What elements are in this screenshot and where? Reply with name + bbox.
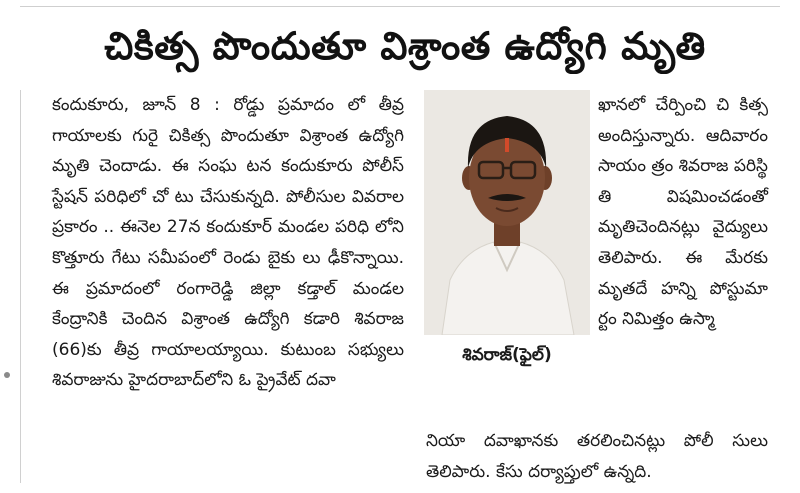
margin-dot xyxy=(4,372,10,378)
top-divider xyxy=(20,0,780,7)
body-text-right: ఖానలో చేర్పించి చి కిత్స అందిస్తున్నారు. ఆదివారం సాయం త్రం శివరాజ పరిస్థి తి విషమించడంతో మృతిచెందినట్లు వైద్యులు తెలిపారు. ఈ మేరకు మృతదే హన్ని పోస్టుమా ర్టం నిమిత్తం ఉస్మా xyxy=(598,95,768,330)
body-text-bottom: నియా దవాఖానకు తరలించినట్లు పోలీ సులు తెలిపారు. కేసు దర్యాప్తులో ఉన్నది. xyxy=(426,431,768,482)
article-body-left-column xyxy=(52,90,404,396)
article-body-bottom xyxy=(426,426,768,487)
article-body-right-column xyxy=(598,90,768,335)
article-headline: చికిత్స పొందుతూ విశ్రాంత ఉద్యోగి మృతి xyxy=(104,24,706,68)
body-text-left: కందుకూరు, జూన్ 8 : రోడ్డు ప్రమాదం లో తీవ్ర గాయాలకు గురై చికిత్స పొందుతూ విశ్రాంత ఉద్యోగి మృతి చెందాడు. ఈ సంఘ టన కందుకూరు పోలీస్ స్టేషన్ పరిధిలో చో టు చేసుకున్నది. పోలీసుల వివరాల ప్రకారం .. ఈనెల 27న కందుకూర్ మండల పరిధి లోని కొత్తూరు గేటు సమీపంలో రెండు బైకు లు ఢీకొన్నాయి. ఈ ప్రమాదంలో రంగారెడ్డి జిల్లా కడ్తాల్ మండల కేంద్రానికి చెందిన విశ్రాంత ఉద్యోగి కడారి శివరాజ (66)కు తీవ్ర గాయాలయ్యాయి. కుటుంబ సభ్యులు శివరాజును హైదరాబాద్‌లోని ఓ ప్రైవేట్ దవా xyxy=(52,95,404,391)
left-column-rule xyxy=(20,90,21,483)
man-portrait-icon xyxy=(424,90,590,335)
photo-caption: శివరాజ్(ఫైల్) xyxy=(462,345,552,365)
portrait-photo xyxy=(424,90,590,335)
